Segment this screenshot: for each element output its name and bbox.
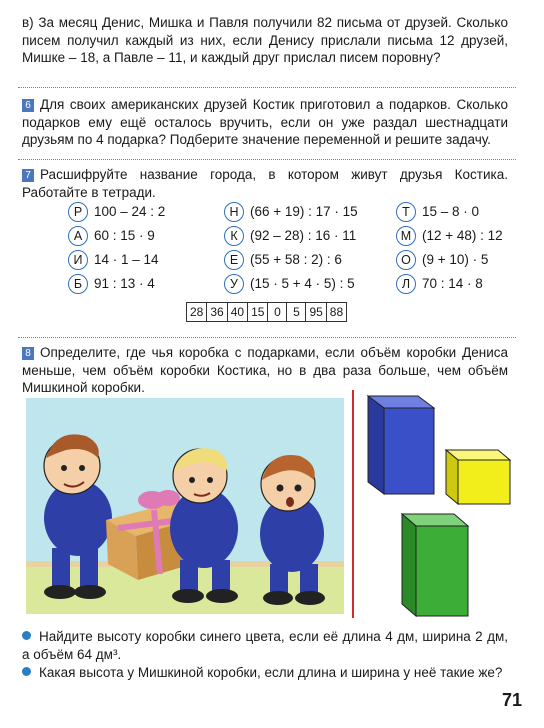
expression-item bbox=[224, 250, 342, 270]
expression-text: (9 + 10) · 5 bbox=[422, 252, 489, 267]
separator bbox=[18, 87, 516, 88]
code-cell: 36 bbox=[207, 303, 227, 321]
boys-carrying-gift-illustration bbox=[26, 398, 344, 614]
answer-code-table bbox=[186, 302, 347, 322]
boxes-figure bbox=[360, 390, 520, 630]
green-box bbox=[402, 514, 468, 616]
expression-item bbox=[396, 202, 479, 222]
question-text: Найдите высоту коробки синего цвета, если её длина 4 дм, ширина 2 дм, а объём 64 дм³. bbox=[22, 629, 508, 662]
expression-text: (12 + 48) : 12 bbox=[422, 228, 503, 243]
code-cell: 95 bbox=[306, 303, 326, 321]
letter-circle: М bbox=[396, 226, 416, 246]
expression-item bbox=[68, 226, 155, 246]
task-number-badge: 8 bbox=[22, 347, 34, 360]
task-number-badge: 7 bbox=[22, 169, 34, 182]
expression-item bbox=[224, 202, 358, 222]
separator bbox=[18, 337, 516, 338]
expression-item bbox=[68, 274, 155, 294]
task-v-text: в) За месяц Денис, Мишка и Павля получили 82 письма от друзей. Сколько писем получил каждый из них, если Денису прислали письма 12 друзей, Мишке – 18, а Павле – 11, и каждый друг прислал писем поровну? bbox=[22, 15, 508, 65]
expression-text: (92 – 28) : 16 · 11 bbox=[250, 228, 357, 243]
expression-item bbox=[68, 202, 165, 222]
expression-item bbox=[396, 250, 488, 270]
task-6-text: Для своих американских друзей Костик приготовил a подарков. Сколько подарков ему ещё осталось вручить, если он уже раздал шестнадцати друзьям по 4 подарка? Подберите значение переменной и решите задачу. bbox=[22, 97, 508, 147]
task-7 bbox=[22, 166, 508, 201]
yellow-box bbox=[446, 450, 510, 504]
task-8-text: Определите, где чья коробка с подарками, если объём коробки Дениса меньше, чем объём коробки Костика, но в два раза больше, чем объём Мишкиной коробки. bbox=[22, 345, 508, 395]
blue-box bbox=[368, 396, 434, 494]
letter-circle: Е bbox=[224, 250, 244, 270]
task-6 bbox=[22, 96, 508, 149]
expression-text: 100 – 24 : 2 bbox=[94, 204, 166, 219]
question-text: Какая высота у Мишкиной коробки, если длина и ширина у неё такие же? bbox=[39, 665, 503, 680]
code-cell: 40 bbox=[228, 303, 248, 321]
letter-circle: Б bbox=[68, 274, 88, 294]
bullet-icon bbox=[22, 631, 31, 640]
question-item bbox=[22, 664, 508, 682]
letter-circle: О bbox=[396, 250, 416, 270]
expression-item bbox=[396, 274, 483, 294]
task-7-text: Расшифруйте название города, в котором живут друзья Костика. Работайте в тетради. bbox=[22, 167, 508, 200]
letter-circle: Р bbox=[68, 202, 88, 222]
code-cell: 28 bbox=[187, 303, 207, 321]
expression-text: 15 – 8 · 0 bbox=[422, 204, 480, 219]
vertical-divider bbox=[352, 390, 354, 618]
code-cell: 5 bbox=[287, 303, 306, 321]
letter-circle: А bbox=[68, 226, 88, 246]
code-cell: 0 bbox=[268, 303, 287, 321]
task-number-badge: 6 bbox=[22, 99, 34, 112]
separator bbox=[18, 159, 516, 160]
question-item bbox=[22, 628, 508, 663]
task-8 bbox=[22, 344, 508, 397]
letter-circle: Н bbox=[224, 202, 244, 222]
expression-text: 60 : 15 · 9 bbox=[94, 228, 155, 243]
illustration-drawing bbox=[26, 398, 344, 614]
expression-text: (66 + 19) : 17 · 15 bbox=[250, 204, 358, 219]
letter-circle: И bbox=[68, 250, 88, 270]
letter-circle: К bbox=[224, 226, 244, 246]
expression-text: 70 : 14 · 8 bbox=[422, 276, 483, 291]
letter-circle: У bbox=[224, 274, 244, 294]
code-cell: 88 bbox=[329, 305, 344, 319]
expression-text: (15 · 5 + 4 · 5) : 5 bbox=[250, 276, 355, 291]
code-cell: 15 bbox=[248, 303, 268, 321]
page-number: 71 bbox=[502, 690, 523, 710]
letter-circle: Т bbox=[396, 202, 416, 222]
expression-item bbox=[224, 274, 355, 294]
expression-grid bbox=[68, 202, 528, 296]
expression-item bbox=[68, 250, 159, 270]
letter-circle: Л bbox=[396, 274, 416, 294]
expression-text: 14 · 1 – 14 bbox=[94, 252, 159, 267]
expression-text: (55 + 58 : 2) : 6 bbox=[250, 252, 342, 267]
expression-text: 91 : 13 · 4 bbox=[94, 276, 155, 291]
expression-item bbox=[224, 226, 356, 246]
bullet-icon bbox=[22, 667, 31, 676]
expression-item bbox=[396, 226, 503, 246]
